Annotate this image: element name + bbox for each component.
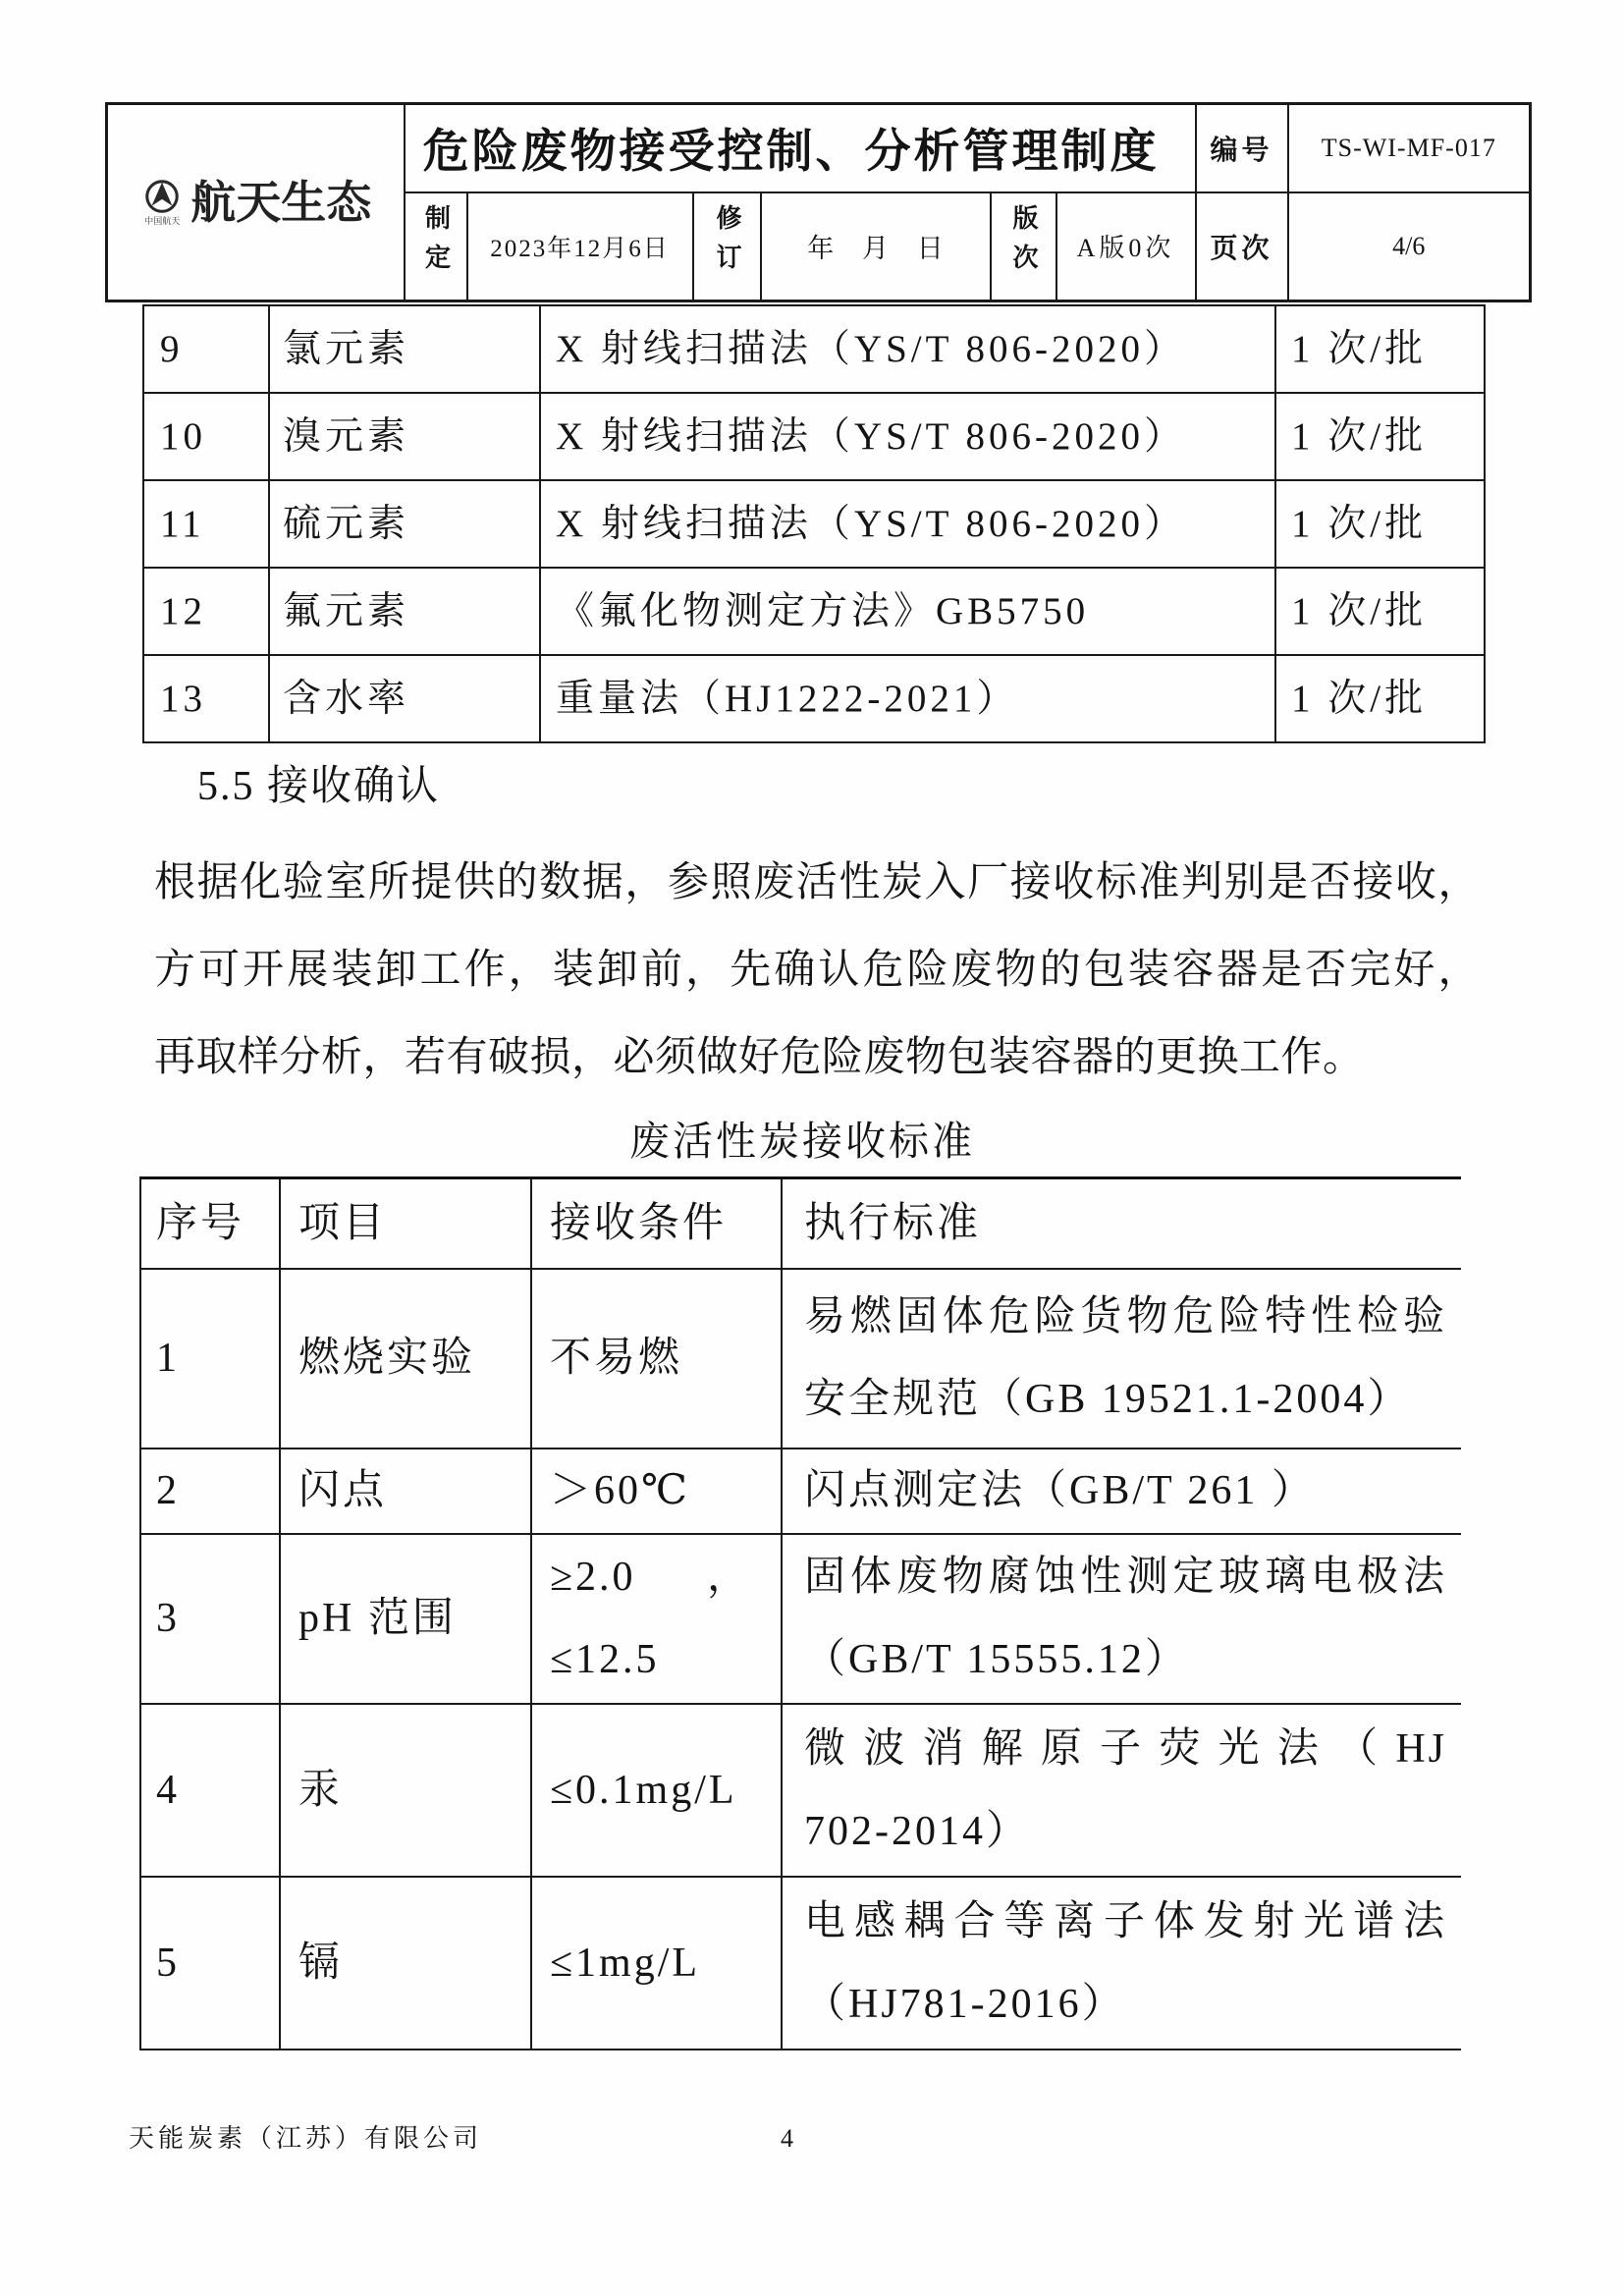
table-row: [143, 655, 1485, 742]
table-row: [140, 1704, 1461, 1877]
test-frequency: 1 次/批: [1275, 393, 1485, 480]
item-name: 闪点: [280, 1449, 531, 1534]
condition-line: ≤1mg/L: [550, 1940, 701, 1986]
test-method: 《氟化物测定方法》GB5750: [540, 568, 1275, 655]
paragraph-line: 再取样分析，若有破损，必须做好危险废物包装容器的更换工作。: [154, 1035, 1365, 1080]
column-header-number: 序号: [140, 1178, 280, 1269]
table-row: [140, 1269, 1461, 1449]
item-name: 氯元素: [269, 305, 540, 393]
table-header-row: [140, 1178, 1461, 1269]
revised-label-cell: [693, 192, 761, 301]
test-method: X 射线扫描法（YS/T 806-2020）: [540, 393, 1275, 480]
item-name: 燃烧实验: [280, 1269, 531, 1449]
test-frequency: 1 次/批: [1275, 568, 1485, 655]
standard-line: 安全规范（GB 19521.1-2004）: [804, 1377, 1412, 1422]
condition-line: ＞60℃: [550, 1468, 690, 1513]
standard-line: 固体废物腐蚀性测定玻璃电极法: [804, 1555, 1447, 1600]
column-header-standard: 执行标准: [782, 1178, 1461, 1269]
made-label-cell: [405, 192, 467, 301]
item-name: pH 范围: [280, 1534, 531, 1704]
standard-reference: [782, 1534, 1461, 1704]
logo-cell: [107, 104, 405, 301]
row-number: 5: [140, 1877, 280, 2050]
footer-company: 天能炭素（江苏）有限公司: [129, 2124, 483, 2153]
row-number: 11: [143, 480, 269, 568]
table-row: [143, 480, 1485, 568]
paragraph-line: 根据化验室所提供的数据，参照废活性炭入厂接收标准判别是否接收，: [154, 860, 1480, 905]
item-name: 含水率: [269, 655, 540, 742]
made-date: 2023年12月6日: [467, 192, 693, 301]
standard-reference: [782, 1877, 1461, 2050]
condition-line: 不易燃: [550, 1336, 683, 1381]
table-row: [143, 568, 1485, 655]
acceptance-condition: [531, 1704, 782, 1877]
version-label-cell: [991, 192, 1056, 301]
standard-line: （GB/T 15555.12）: [804, 1637, 1189, 1682]
standard-line: （HJ781-2016）: [804, 1981, 1126, 2027]
version-value: A版0次: [1056, 192, 1196, 301]
standard-line: 易燃固体危险货物危险特性检验: [804, 1294, 1447, 1339]
company-logo: [108, 175, 404, 230]
revised-label: 修订: [713, 204, 741, 284]
section-paragraph: [154, 840, 1480, 1102]
test-frequency: 1 次/批: [1275, 305, 1485, 393]
code-label: 编号: [1196, 104, 1288, 192]
version-label: 版次: [1009, 204, 1038, 284]
item-name: 镉: [280, 1877, 531, 2050]
acceptance-standard-table: [139, 1176, 1461, 2050]
test-frequency: 1 次/批: [1275, 655, 1485, 742]
item-name: 氟元素: [269, 568, 540, 655]
section-heading: 5.5 接收确认: [197, 764, 441, 809]
test-method: X 射线扫描法（YS/T 806-2020）: [540, 305, 1275, 393]
casc-emblem-icon: [141, 178, 183, 217]
paragraph-line: 方可开展装卸工作，装卸前，先确认危险废物的包装容器是否完好，: [154, 948, 1480, 993]
acceptance-condition: [531, 1877, 782, 2050]
table-row: [140, 1449, 1461, 1534]
test-items-table: [142, 304, 1486, 743]
document-title: 危险废物接受控制、分析管理制度: [405, 104, 1196, 192]
page-value: 4/6: [1288, 192, 1531, 301]
code-value: TS-WI-MF-017: [1288, 104, 1531, 192]
row-number: 3: [140, 1534, 280, 1704]
emblem: [139, 178, 185, 228]
column-header-item: 项目: [280, 1178, 531, 1269]
item-name: 硫元素: [269, 480, 540, 568]
row-number: 4: [140, 1704, 280, 1877]
row-number: 12: [143, 568, 269, 655]
logo-wordmark: 航天生态: [190, 176, 372, 229]
acceptance-condition: [531, 1534, 782, 1704]
row-number: 13: [143, 655, 269, 742]
table-caption: 废活性炭接收标准: [629, 1119, 975, 1164]
logo-subtext: 中国航天: [144, 216, 181, 227]
test-frequency: 1 次/批: [1275, 480, 1485, 568]
item-name: 溴元素: [269, 393, 540, 480]
made-label: 制定: [421, 204, 451, 284]
table-row: [143, 393, 1485, 480]
standard-reference: [782, 1704, 1461, 1877]
table-row: [140, 1877, 1461, 2050]
standard-line: 微波消解原子荧光法（HJ: [804, 1725, 1447, 1772]
acceptance-condition: [531, 1449, 782, 1534]
standard-line: 702-2014）: [804, 1808, 1030, 1854]
test-method: X 射线扫描法（YS/T 806-2020）: [540, 480, 1275, 568]
footer-page-number: 4: [781, 2124, 793, 2153]
table-row: [143, 305, 1485, 393]
row-number: 1: [140, 1269, 280, 1449]
item-name: 汞: [280, 1704, 531, 1877]
acceptance-condition: [531, 1269, 782, 1449]
standard-line: 闪点测定法（GB/T 261 ）: [804, 1468, 1316, 1513]
table-row: [140, 1534, 1461, 1704]
document-header: [105, 102, 1532, 302]
row-number: 9: [143, 305, 269, 393]
standard-reference: [782, 1269, 1461, 1449]
revised-date: 年 月 日: [761, 192, 991, 301]
row-number: 2: [140, 1449, 280, 1534]
condition-line: ≥2.0 ，: [550, 1555, 751, 1600]
standard-reference: [782, 1449, 1461, 1534]
column-header-condition: 接收条件: [531, 1178, 782, 1269]
test-method: 重量法（HJ1222-2021）: [540, 655, 1275, 742]
condition-line: ≤0.1mg/L: [550, 1767, 737, 1813]
standard-line: 电感耦合等离子体发射光谱法: [804, 1898, 1447, 1944]
page-label: 页次: [1196, 192, 1288, 301]
row-number: 10: [143, 393, 269, 480]
condition-line: ≤12.5: [550, 1637, 660, 1682]
